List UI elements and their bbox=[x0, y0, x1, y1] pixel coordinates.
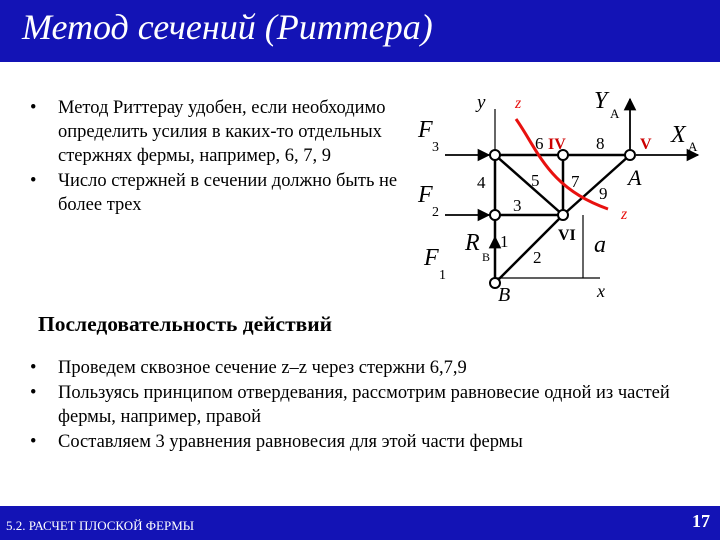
label-F1-sub: 1 bbox=[439, 268, 446, 283]
label-member-5: 5 bbox=[531, 171, 540, 190]
intro-bullet-2: • Число стержней в сечении должно быть не более трех bbox=[30, 169, 410, 217]
intro-bullet-list bbox=[30, 96, 410, 217]
label-dimension-a: a bbox=[594, 232, 606, 258]
joint-mid-left bbox=[490, 210, 500, 220]
label-F3-sub: 3 bbox=[432, 140, 439, 155]
label-B: B bbox=[498, 284, 511, 303]
page-number: 17 bbox=[692, 511, 710, 531]
slide-title: Метод сечений (Риттера) bbox=[22, 7, 433, 47]
label-F2: F bbox=[418, 182, 433, 208]
label-member-1: 1 bbox=[500, 232, 509, 251]
label-z-bottom: z bbox=[621, 206, 628, 223]
label-F3: F bbox=[418, 117, 433, 143]
label-member-2: 2 bbox=[533, 248, 542, 267]
label-joint-V: V bbox=[640, 136, 652, 153]
step-bullet-3: • Составляем 3 уравнения равновесия для этой части фермы bbox=[30, 430, 700, 454]
label-member-9: 9 bbox=[599, 184, 608, 203]
joint-top-left bbox=[490, 150, 500, 160]
label-member-6: 6 bbox=[535, 134, 544, 153]
joint-A bbox=[625, 150, 635, 160]
sequence-heading: Последовательность действий bbox=[38, 312, 333, 336]
label-joint-IV: IV bbox=[548, 136, 566, 153]
label-F1: F bbox=[424, 245, 439, 271]
label-y: y bbox=[477, 92, 486, 113]
label-joint-VI: VI bbox=[558, 227, 576, 244]
step-bullet-2: • Пользуясь принципом отвердевания, рассмотрим равновесие одной из частей фермы, например, правой bbox=[30, 381, 700, 429]
axes-and-dimensions bbox=[495, 109, 600, 278]
step-bullet-1: • Проведем сквозное сечение z–z через стержни 6,7,9 bbox=[30, 356, 700, 380]
intro-bullet-1: • Метод Риттерау удобен, если необходимо определить усилия в каких-то отдельных стержнях фермы, например, 6, 7, 9 bbox=[30, 96, 410, 168]
label-F2-sub: 2 bbox=[432, 205, 439, 220]
label-YA: Y bbox=[594, 88, 608, 114]
label-member-7: 7 bbox=[571, 172, 580, 191]
footer-course-label: 5.2. РАСЧЕТ ПЛОСКОЙ ФЕРМЫ bbox=[6, 518, 195, 533]
label-member-4: 4 bbox=[477, 173, 486, 192]
member-diagonal-5 bbox=[495, 155, 563, 215]
title-bar bbox=[0, 0, 720, 62]
truss-diagram bbox=[410, 85, 710, 303]
label-XA: X bbox=[671, 122, 686, 148]
footer-bar bbox=[0, 506, 720, 540]
label-YA-sub: A bbox=[610, 106, 620, 121]
label-x: x bbox=[597, 281, 605, 301]
label-RB: R bbox=[465, 230, 480, 256]
label-RB-sub: B bbox=[482, 250, 491, 264]
steps-bullet-list bbox=[30, 356, 700, 455]
label-XA-sub: A bbox=[688, 139, 698, 154]
label-A: A bbox=[628, 165, 642, 190]
label-z-top: z bbox=[515, 95, 522, 112]
label-member-3: 3 bbox=[513, 196, 522, 215]
diagram-labels bbox=[417, 88, 698, 303]
joint-VI bbox=[558, 210, 568, 220]
label-member-8: 8 bbox=[596, 134, 605, 153]
